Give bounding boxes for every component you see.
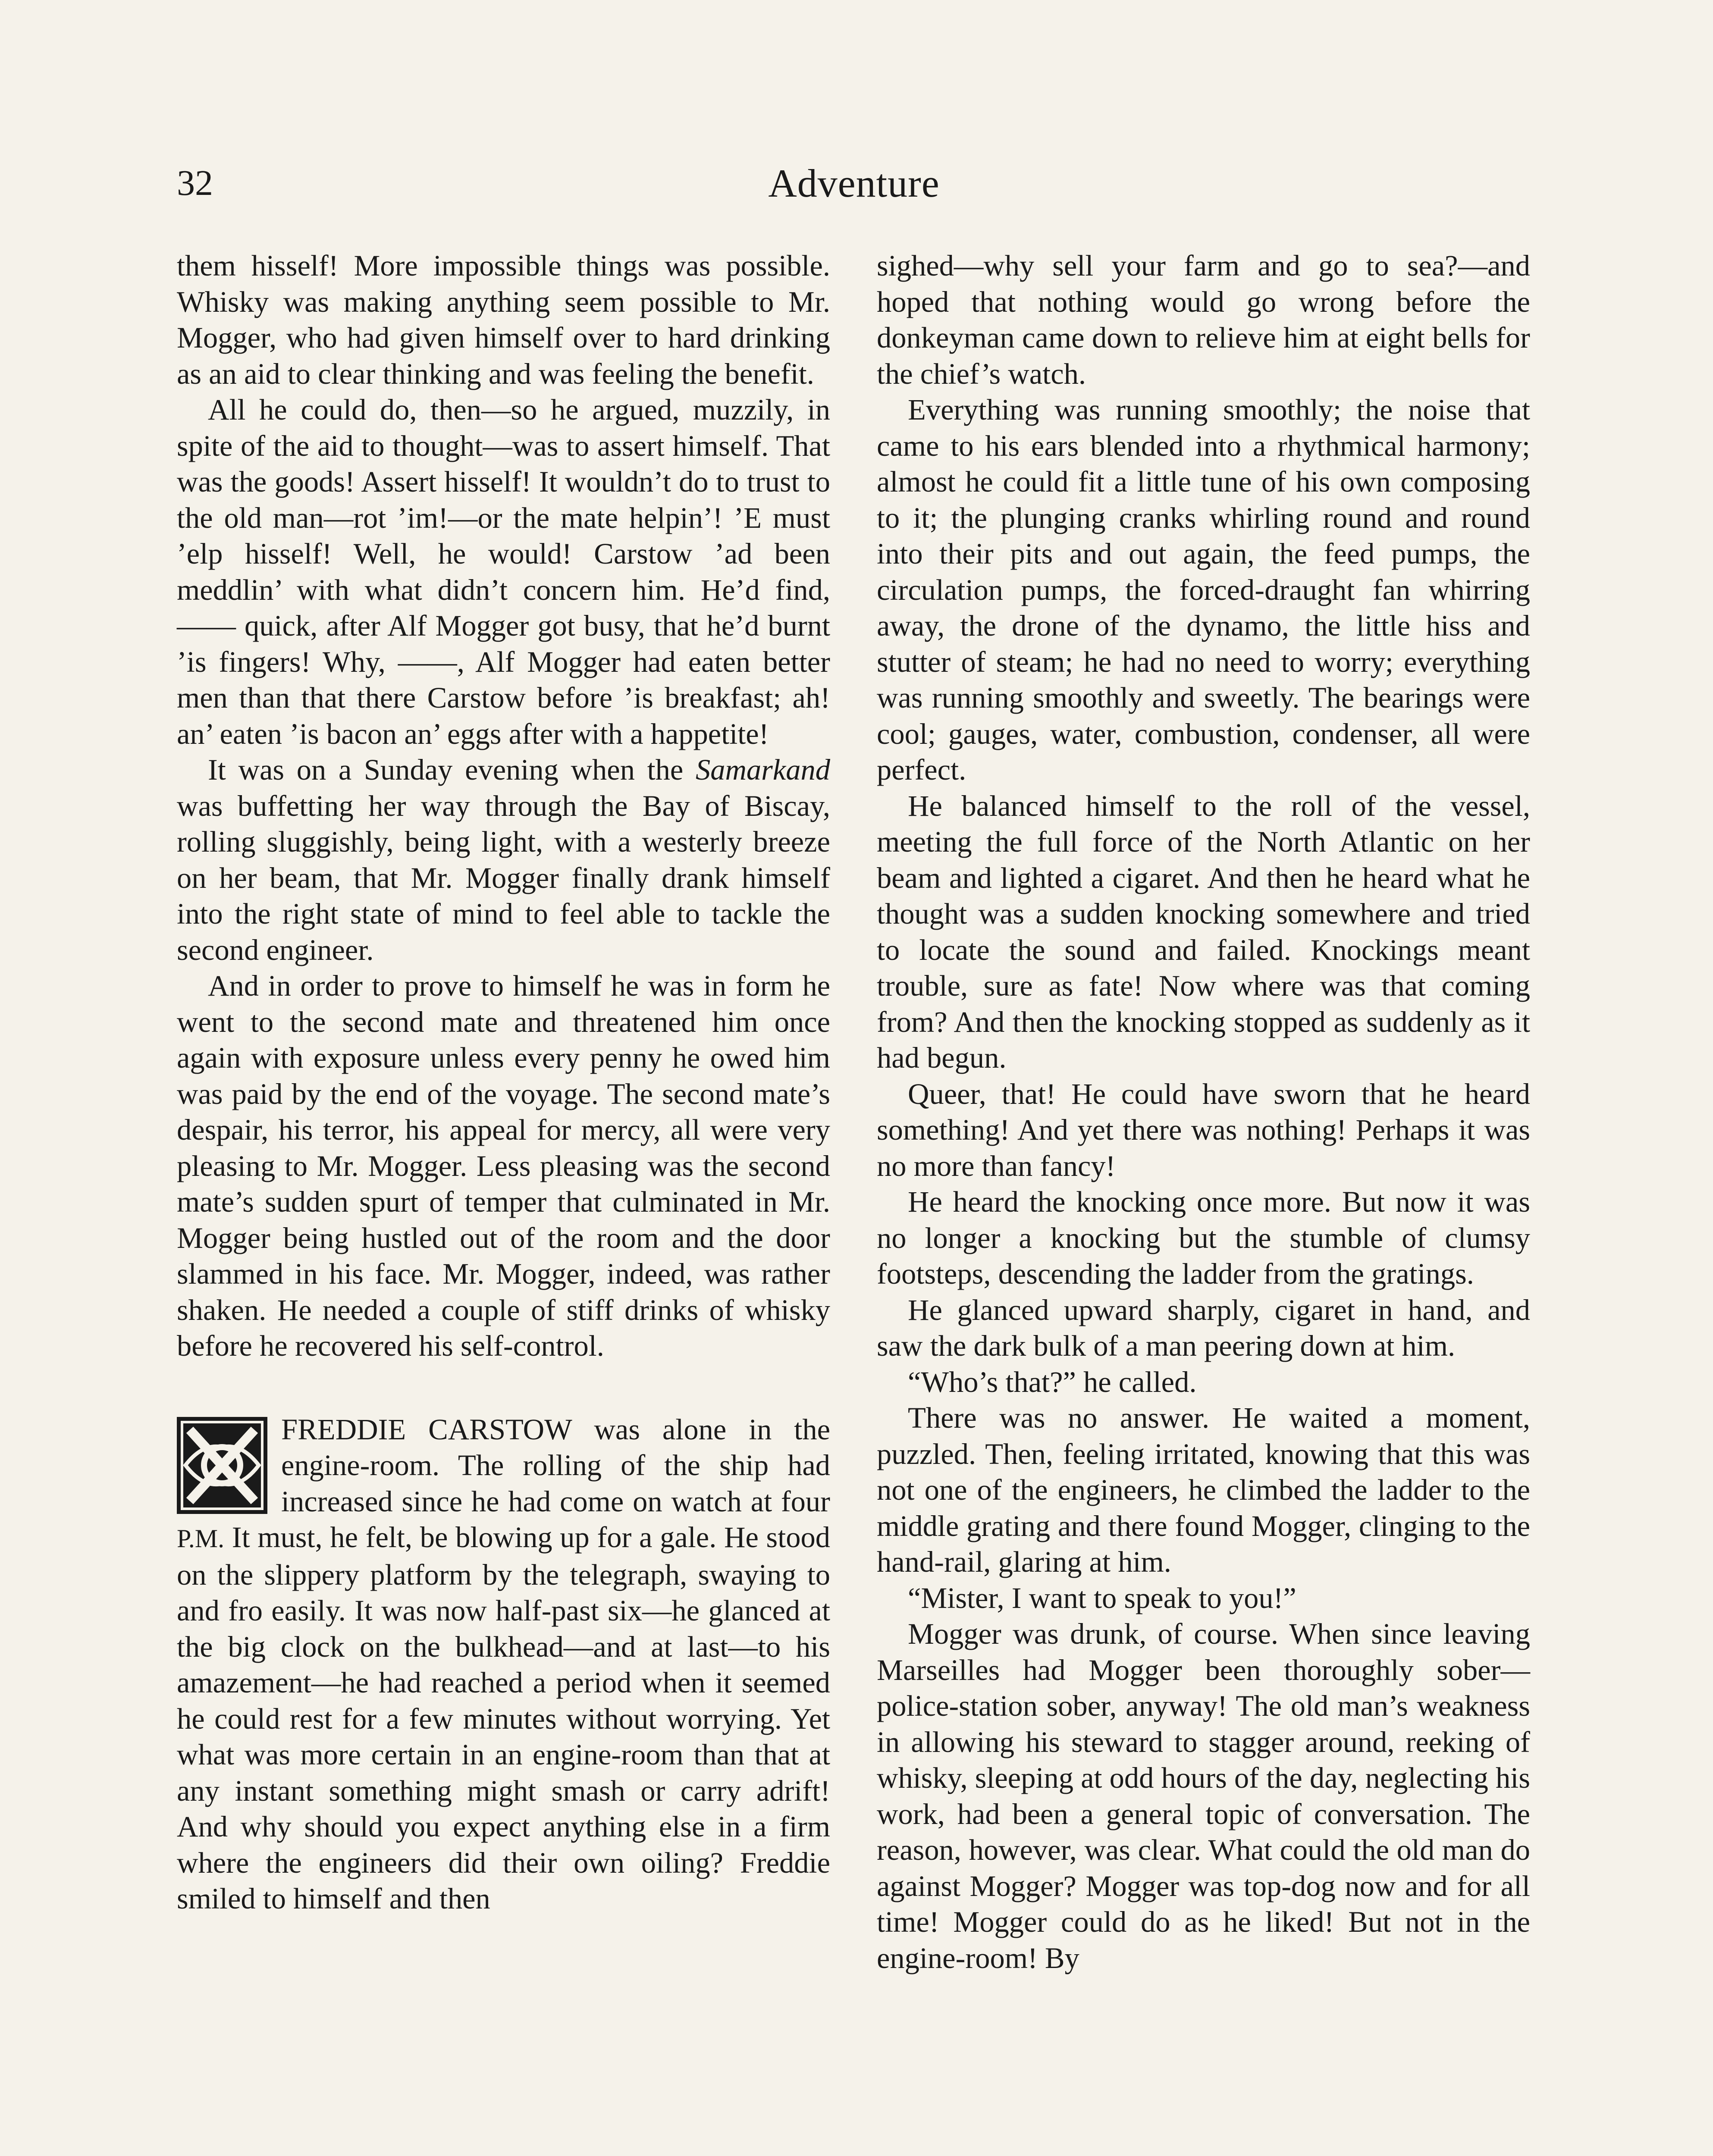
paragraph: “Mister, I want to speak to you!” <box>908 1581 1296 1614</box>
paragraph <box>177 1412 830 1917</box>
paragraph-text: FREDDIE CARSTOW was alone in the engine-room. The rolling of the ship had increased since he had come on watch at four <box>281 1413 830 1518</box>
paragraph: And in order to prove to himself he was in form he went to the second mate and threatened him once again with exposure unless every penny he owed him was paid by the end of the voyage. The second mate’s despair, his terror, his appeal for mercy, all were very pleasing to Mr. Mogger. Less pleasing was the second mate’s sudden spurt of temper that culminated in Mr. Mogger being hustled out of the room and the door slammed in his face. Mr. Mogger, indeed, was rather shaken. He needed a couple of stiff drinks of whisky before he recovered his self-control. <box>177 969 830 1362</box>
page-header <box>177 155 1531 211</box>
ship-name: Samarkand <box>695 753 830 786</box>
paragraph: Everything was running smoothly; the noise that came to his ears blended into a rhythmical harmony; almost he could fit a little tune of his own composing to it; the plunging cranks whirling round and round into their pits and out again, the feed pumps, the circulation pumps, the forced-draught fan whirring away, the drone of the dynamo, the little hiss and stutter of steam; he had no need to worry; everything was running smoothly and sweetly. The bearings were cool; gauges, water, combustion, condenser, all were perfect. <box>877 393 1530 786</box>
section-break <box>177 1364 830 1412</box>
paragraph: He balanced himself to the roll of the vessel, meeting the full force of the North Atlantic on her beam and lighted a cigaret. And then he heard what he thought was a sudden knocking somewhere and tried to locate the sound and failed. Knockings meant trouble, sure as fate! Now where was that coming from? And then the knocking stopped as suddenly as it had begun. <box>877 789 1530 1074</box>
paragraph <box>177 752 830 968</box>
paragraph: them hisself! More impossible things was possible. Whisky was making anything seem possible to Mr. Mogger, who had given himself over to hard drinking as an aid to clear thinking and was feeling the benefit. <box>177 249 830 390</box>
paragraph: sighed—why sell your farm and go to sea?—and hoped that nothing would go wrong before the donkeyman came down to relieve him at eight bells for the chief’s watch. <box>877 249 1530 390</box>
paragraph-text: It was on a Sunday evening when the <box>208 753 696 786</box>
paragraph-text: It must, he felt, be blowing up for a gale. He stood on the slippery platform by the telegraph, swaying to and fro easily. It was now half-past six—he glanced at the big clock on the bulkhead—and at last—to his amazement—he had reached a period when it seemed he could rest for a few minutes without worrying. Yet what was more certain in an engine-room than that at any instant something might smash or carry adrift! And why should you expect anything else in a firm where the engineers did their own oiling? Freddie smiled to himself and then <box>177 1521 830 1915</box>
paragraph: All he could do, then—so he argued, muzzily, in spite of the aid to thought—was to assert himself. That was the goods! Assert hisself! It wouldn’t do to trust to the old man—rot ’im!—or the mate helpin’! ’E must ’elp hisself! Well, he would! Carstow ’ad been meddlin’ with what didn’t concern him. He’d find, —— quick, after Alf Mogger got busy, that he’d burnt ’is fingers! Why, ——, Alf Mogger had eaten better men than that there Carstow before ’is breakfast; ah! an’ eaten ’is bacon an’ eggs after with a happetite! <box>177 393 830 750</box>
paragraph: He heard the knocking once more. But now it was no longer a knocking but the stumble of clumsy footsteps, descending the ladder from the gratings. <box>877 1185 1530 1290</box>
paragraph: Mogger was drunk, of course. When since leaving Marseilles had Mogger been thoroughly sober—police-station sober, anyway! The old man’s weakness in allowing his steward to stagger around, reeking of whisky, sleeping at odd hours of the day, neglecting his work, had been a general topic of conversation. The reason, however, was clear. What could the old man do against Mogger? Mogger was top-dog now and for all time! Mogger could do as he liked! But not in the engine-room! By <box>877 1617 1530 1974</box>
time-abbreviation: P.M. <box>177 1524 225 1553</box>
paragraph: Queer, that! He could have sworn that he heard something! And yet there was nothing! Perhaps it was no more than fancy! <box>877 1077 1530 1182</box>
left-column <box>177 248 830 1917</box>
paragraph: “Who’s that?” he called. <box>908 1365 1197 1398</box>
running-title: Adventure <box>768 161 940 205</box>
right-column <box>877 248 1530 1976</box>
paragraph-text: was buffetting her way through the Bay of Biscay, rolling sluggishly, being light, with a westerly breeze on her beam, that Mr. Mogger finally drank himself into the right state of mind to feel able to tackle the second engineer. <box>177 789 830 966</box>
paragraph: He glanced upward sharply, cigaret in hand, and saw the dark bulk of a man peering down at him. <box>877 1293 1530 1362</box>
page-number: 32 <box>177 163 213 203</box>
paragraph: There was no answer. He waited a moment, puzzled. Then, feeling irritated, knowing that this was not one of the engineers, he climbed the ladder to the middle grating and there found Mogger, clinging to the hand-rail, glaring at him. <box>877 1401 1530 1578</box>
drop-cap-ornament-icon <box>177 1417 267 1514</box>
